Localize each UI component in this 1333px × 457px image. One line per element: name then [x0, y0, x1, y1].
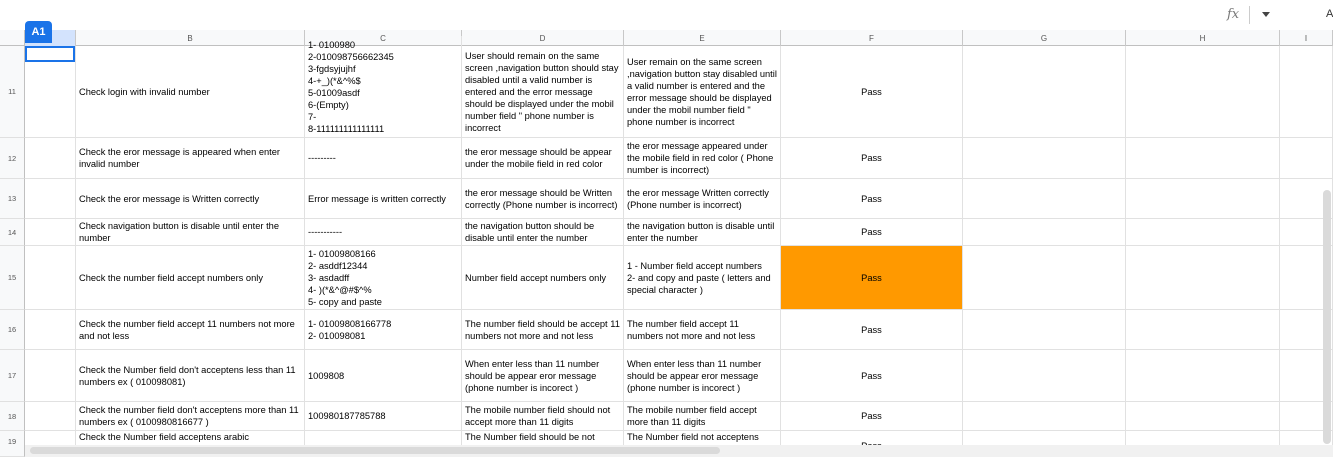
- row-header[interactable]: 12: [0, 138, 25, 179]
- column-header-e[interactable]: E: [624, 30, 781, 46]
- cell-g[interactable]: [963, 350, 1126, 402]
- cell-g[interactable]: [963, 179, 1126, 219]
- formula-divider: [1249, 6, 1250, 24]
- cell-status-highlighted[interactable]: Pass: [781, 246, 963, 310]
- cell-g[interactable]: [963, 402, 1126, 431]
- cell-i[interactable]: [1280, 46, 1333, 138]
- column-header-g[interactable]: G: [963, 30, 1126, 46]
- cell-actual-result[interactable]: the eror message Written correctly (Phone number is incorrect): [624, 179, 781, 219]
- cell-g[interactable]: [963, 310, 1126, 350]
- cell-i[interactable]: [1280, 138, 1333, 179]
- row-header[interactable]: 15: [0, 246, 25, 310]
- name-box[interactable]: A1: [25, 21, 52, 43]
- column-header-h[interactable]: H: [1126, 30, 1280, 46]
- row-header[interactable]: 16: [0, 310, 25, 350]
- cell-test-data[interactable]: Error message is written correctly: [305, 179, 462, 219]
- cell-status[interactable]: Pass: [781, 46, 963, 138]
- cell-status[interactable]: Pass: [781, 350, 963, 402]
- row-header[interactable]: 17: [0, 350, 25, 402]
- cell-status[interactable]: Pass: [781, 402, 963, 431]
- row-header[interactable]: 18: [0, 402, 25, 431]
- cell-a[interactable]: [25, 219, 76, 246]
- cell-test-case[interactable]: Check the number field accept 11 numbers not more and not less: [76, 310, 305, 350]
- cell-h[interactable]: [1126, 46, 1280, 138]
- cell-test-case[interactable]: Check login with invalid number: [76, 46, 305, 138]
- vertical-scrollbar[interactable]: [1323, 190, 1331, 444]
- cell-test-case[interactable]: Check the number field accept numbers only: [76, 246, 305, 310]
- cell-test-data[interactable]: 1- 01009808166778 2- 010098081: [305, 310, 462, 350]
- cell-test-data[interactable]: ---------: [305, 138, 462, 179]
- cell-h[interactable]: [1126, 350, 1280, 402]
- cell-status[interactable]: Pass: [781, 179, 963, 219]
- column-header-i[interactable]: I: [1280, 30, 1333, 46]
- column-header-b[interactable]: B: [76, 30, 305, 46]
- row-header[interactable]: 19: [0, 431, 25, 457]
- cell-h[interactable]: [1126, 179, 1280, 219]
- scrollbar-thumb[interactable]: [30, 447, 720, 454]
- cell-a[interactable]: [25, 350, 76, 402]
- cell-a[interactable]: [25, 46, 76, 138]
- cell-h[interactable]: [1126, 402, 1280, 431]
- select-all-corner[interactable]: [0, 30, 25, 46]
- cell-status[interactable]: Pass: [781, 138, 963, 179]
- cell-expected-result[interactable]: Number field accept numbers only: [462, 246, 624, 310]
- cell-actual-result[interactable]: The number field accept 11 numbers not more and not less: [624, 310, 781, 350]
- cell-expected-result[interactable]: the navigation button should be disable until enter the number: [462, 219, 624, 246]
- function-icon: fx: [1227, 7, 1240, 22]
- cell-actual-result[interactable]: the eror message appeared under the mobile field in red color ( Phone number is incorrect): [624, 138, 781, 179]
- cell-test-case[interactable]: Check navigation button is disable until enter the number: [76, 219, 305, 246]
- cell-h[interactable]: [1126, 310, 1280, 350]
- cell-a[interactable]: [25, 310, 76, 350]
- cell-actual-result[interactable]: the navigation button is disable until enter the number: [624, 219, 781, 246]
- cell-expected-result[interactable]: the eror message should be Written correctly (Phone number is incorrect): [462, 179, 624, 219]
- cell-h[interactable]: [1126, 246, 1280, 310]
- cell-expected-result[interactable]: The Number field should be not: [462, 431, 624, 457]
- cell-actual-result[interactable]: User remain on the same screen ,navigation button stay disabled until a valid number is entered and the error message should be displayed under the mobil number field " phone number is incorrect: [624, 46, 781, 138]
- cell-test-data[interactable]: 1009808: [305, 350, 462, 402]
- cell-test-case[interactable]: Check the number field don't acceptens more than 11 numbers ex ( 0100980816677 ): [76, 402, 305, 431]
- cell-expected-result[interactable]: The mobile number field should not accept more than 11 digits: [462, 402, 624, 431]
- cell-a[interactable]: [25, 246, 76, 310]
- cell-g[interactable]: [963, 138, 1126, 179]
- cell-actual-result[interactable]: When enter less than 11 number should be appear eror message (phone number is incorect ): [624, 350, 781, 402]
- cell-h[interactable]: [1126, 219, 1280, 246]
- cell-actual-result[interactable]: The Number field not acceptens: [624, 431, 781, 457]
- cell-test-case[interactable]: Check the eror message is appeared when enter invalid number: [76, 138, 305, 179]
- cell-test-case[interactable]: Check the eror message is Written correctly: [76, 179, 305, 219]
- row-header[interactable]: 14: [0, 219, 25, 246]
- cell-g[interactable]: [963, 246, 1126, 310]
- column-header-f[interactable]: F: [781, 30, 963, 46]
- cell-test-case[interactable]: Check the Number field don't acceptens less than 11 numbers ex ( 010098081): [76, 350, 305, 402]
- cell-a[interactable]: [25, 402, 76, 431]
- cell-test-data[interactable]: 1- 01009808166 2- asddf12344 3- asdadff 4- )(*&^@#$^% 5- copy and paste: [305, 246, 462, 310]
- cell-status[interactable]: Pass: [781, 219, 963, 246]
- column-header-c[interactable]: C: [305, 30, 462, 46]
- cell-actual-result[interactable]: 1 - Number field accept numbers 2- and copy and paste ( letters and special character ): [624, 246, 781, 310]
- cell-expected-result[interactable]: the eror message should be appear under the mobile field in red color: [462, 138, 624, 179]
- formula-text[interactable]: A: [1326, 8, 1333, 20]
- chevron-down-icon[interactable]: [1262, 12, 1270, 17]
- cell-a[interactable]: [25, 138, 76, 179]
- formula-bar: [0, 0, 1333, 30]
- cell-test-data[interactable]: 100980187785788: [305, 402, 462, 431]
- horizontal-scrollbar[interactable]: [25, 445, 1333, 457]
- cell-test-data[interactable]: 1- 0100980 2-010098756662345 3-fgdsyjujhf 4-+_)(*&^%$ 5-01009asdf 6-(Empty) 7- 8-111111111111111: [305, 36, 462, 138]
- cell-expected-result[interactable]: The number field should be accept 11 numbers not more and not less: [462, 310, 624, 350]
- cell-a[interactable]: [25, 179, 76, 219]
- cell-test-data[interactable]: -----------: [305, 219, 462, 246]
- cell-expected-result[interactable]: User should remain on the same screen ,navigation button should stay disabled until a valid number is entered and the error message should be displayed under the mobil number field " phone number is incorrect: [462, 46, 624, 138]
- cell-expected-result[interactable]: When enter less than 11 number should be appear eror message (phone number is incorect ): [462, 350, 624, 402]
- column-header-row: [0, 30, 1333, 46]
- cell-g[interactable]: [963, 46, 1126, 138]
- row-header[interactable]: 11: [0, 46, 25, 138]
- cell-actual-result[interactable]: The mobile number field accept more than 11 digits: [624, 402, 781, 431]
- cell-g[interactable]: [963, 219, 1126, 246]
- cell-h[interactable]: [1126, 138, 1280, 179]
- cell-status[interactable]: Pass: [781, 310, 963, 350]
- row-header[interactable]: 13: [0, 179, 25, 219]
- column-header-d[interactable]: D: [462, 30, 624, 46]
- cell-test-case[interactable]: Check the Number field acceptens arabic: [76, 431, 305, 457]
